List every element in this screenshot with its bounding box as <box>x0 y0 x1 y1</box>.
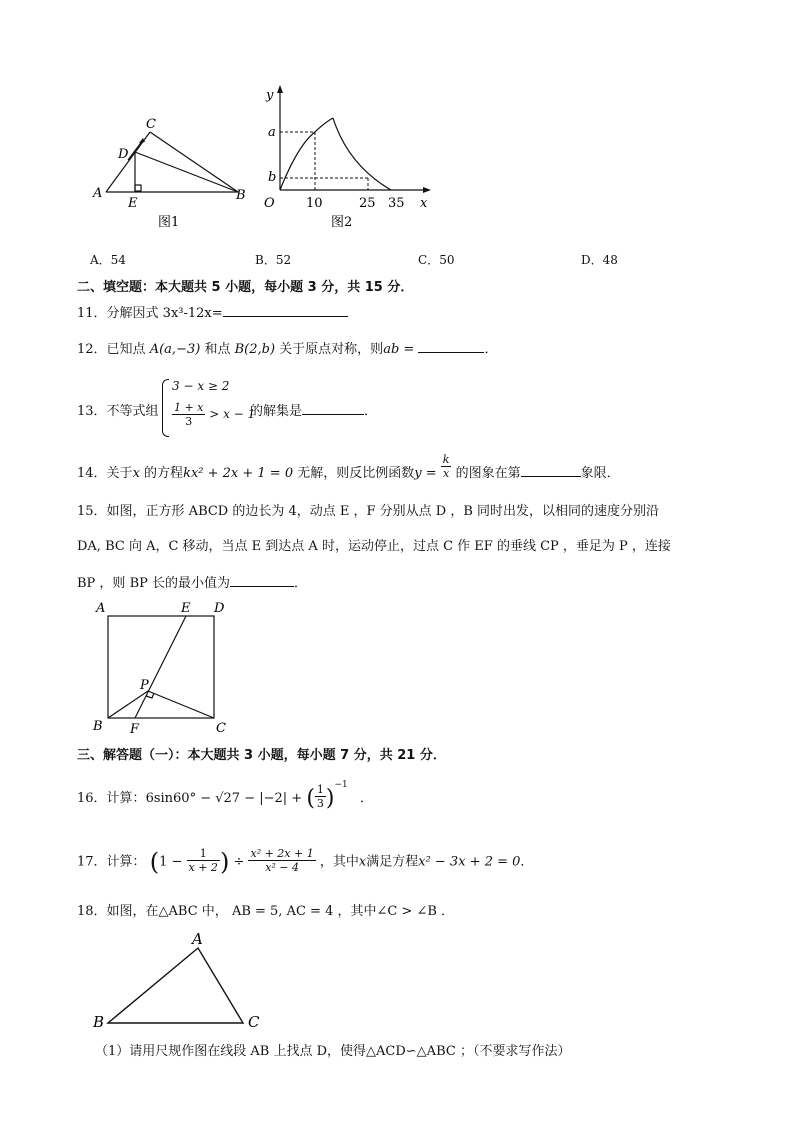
fig1-caption: 图1 <box>158 215 180 230</box>
fig1-label-D: D <box>118 147 129 162</box>
sq-label-P: P <box>140 678 149 693</box>
fig1-label-B: B <box>236 188 246 203</box>
figure-2 <box>258 85 438 235</box>
tri-label-C: C <box>248 1013 260 1031</box>
question-15-line-1: 15．如图，正方形 ABCD 的边长为 4，动点 E ，F 分别从点 D ，B 同时出发，以相同的速度分别沿 <box>77 504 660 519</box>
question-16: 16．计算：6sin60° − √27 − |−2| + ( $\frac{1}{3}$ )$^{-1}$ ． <box>77 779 373 811</box>
fig2-tick-25: 25 <box>359 196 376 211</box>
question-15-line-2: DA, BC 向 A，C 移动，当点 E 到达点 A 时，运动停止，过点 C 作 EF 的垂线 CP ，垂足为 P ，连接 <box>77 539 671 554</box>
fig2-label-O: O <box>264 196 275 211</box>
question-11: 11．分解因式 3x³-12x= <box>77 302 348 321</box>
answer-blank-11[interactable] <box>223 303 348 317</box>
sq-label-D: D <box>214 601 225 616</box>
question-17: 17．计算： (1 − $\frac{1}{x + 2}$ ) ÷ $\frac{\text{x² + 2x + 1}}{\text{x² − 4}}$ ，其中x满足方程x² − 3x + 2 = 0． <box>77 846 534 876</box>
fig2-label-y: y <box>266 88 274 103</box>
tri-label-B: B <box>93 1013 105 1031</box>
answer-blank-14[interactable] <box>521 463 581 477</box>
sq-label-F: F <box>130 722 140 737</box>
fig2-label-x: x <box>420 196 428 211</box>
answer-blank-12[interactable] <box>418 339 484 353</box>
option-c[interactable]: C．50 <box>418 253 455 267</box>
sq-label-B: B <box>93 719 103 734</box>
question-14: 14．关于x 的方程kx² + 2x + 1 = 0 无解，则反比例函数y = $\frac{k}{x}$ 的图象在第 象限． <box>77 453 620 481</box>
sq-label-A: A <box>96 601 106 616</box>
triangle-figure <box>88 928 278 1033</box>
inequality-system: 3 − x ≥ 2 $\frac{1 + x}{3}$ > x − 1 <box>162 377 252 439</box>
question-12: 12．已知点 A(a,−3) 和点 B(2,b) 关于原点对称，则ab = ． <box>77 338 497 357</box>
square-figure <box>88 596 238 738</box>
question-15-line-3: BP ，则 BP 长的最小值为 ． <box>77 572 307 591</box>
fig2-tick-10: 10 <box>306 196 323 211</box>
question-18-part-1: （1）请用尺规作图在线段 AB 上找点 D，使得△ACD∽△ABC ；（不要求写作法） <box>95 1044 571 1059</box>
question-18: 18．如图，在△ABC 中， AB = 5, AC = 4 ，其中∠C > ∠B ． <box>77 904 455 919</box>
sq-label-E: E <box>181 601 191 616</box>
figure-1 <box>88 112 258 232</box>
section-2-heading: 二、填空题：本大题共 5 小题，每小题 3 分，共 15 分． <box>77 280 414 295</box>
fig1-label-C: C <box>146 117 156 132</box>
question-13: 13．不等式组 <box>77 404 159 419</box>
fig2-caption: 图2 <box>331 215 353 230</box>
answer-blank-15[interactable] <box>230 573 294 587</box>
fig2-tick-35: 35 <box>388 196 405 211</box>
option-d[interactable]: D．48 <box>581 253 618 267</box>
fig1-label-E: E <box>128 196 138 211</box>
fig1-label-A: A <box>93 186 103 201</box>
option-a[interactable]: A．54 <box>90 253 126 267</box>
fig2-label-b: b <box>268 170 277 185</box>
section-3-heading: 三、解答题（一）：本大题共 3 小题，每小题 7 分，共 21 分． <box>77 748 446 763</box>
answer-blank-13[interactable] <box>302 401 364 415</box>
fig2-tick-12: 12 <box>333 115 335 116</box>
sq-label-C: C <box>216 721 226 736</box>
fig2-label-a: a <box>268 125 276 140</box>
tri-label-A: A <box>192 930 203 948</box>
option-b[interactable]: B．52 <box>255 253 292 267</box>
